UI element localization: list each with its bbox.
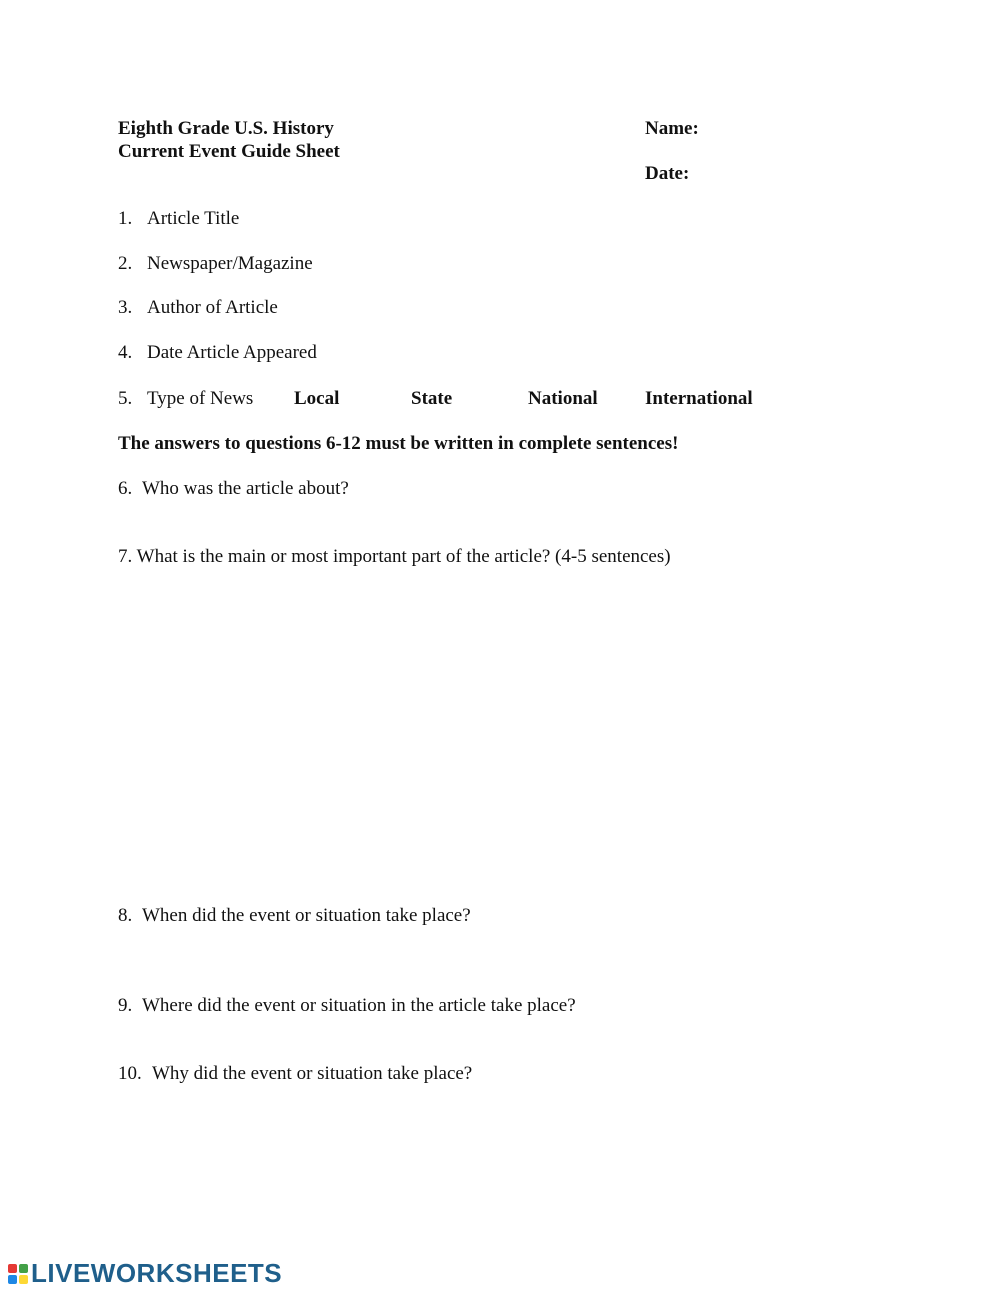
q2-label: Newspaper/Magazine (147, 253, 313, 274)
option-state[interactable]: State (411, 388, 453, 409)
q8-label: When did the event or situation take place? (142, 905, 471, 926)
logo-square-yellow (19, 1275, 28, 1284)
q2-number: 2. (118, 253, 133, 274)
liveworksheets-logo-icon (8, 1264, 28, 1284)
q3-label: Author of Article (147, 297, 278, 318)
instruction-text: The answers to questions 6-12 must be written in complete sentences! (118, 433, 679, 454)
q5-label: Type of News (147, 388, 254, 409)
q6-label: Who was the article about? (142, 478, 349, 499)
q4-number: 4. (118, 342, 133, 363)
option-local[interactable]: Local (294, 388, 340, 409)
q7-label: 7. What is the main or most important part of the article? (4-5 sentences) (118, 546, 671, 567)
q9-label: Where did the event or situation in the article take place? (142, 995, 576, 1016)
option-national[interactable]: National (528, 388, 598, 409)
logo-square-blue (8, 1275, 17, 1284)
q10-number: 10. (118, 1063, 142, 1084)
q10-label: Why did the event or situation take place? (152, 1063, 473, 1084)
q6-number: 6. (118, 478, 133, 499)
q4-label: Date Article Appeared (147, 342, 317, 363)
q8-number: 8. (118, 905, 133, 926)
logo-square-green (19, 1264, 28, 1273)
option-international[interactable]: International (645, 388, 753, 409)
q5-number: 5. (118, 388, 133, 409)
course-title: Eighth Grade U.S. History (118, 118, 334, 139)
date-label: Date: (645, 163, 690, 184)
liveworksheets-logo (8, 1258, 282, 1289)
logo-square-red (8, 1264, 17, 1273)
q3-number: 3. (118, 297, 133, 318)
q1-number: 1. (118, 208, 133, 229)
sheet-title: Current Event Guide Sheet (118, 141, 340, 162)
q1-label: Article Title (147, 208, 240, 229)
name-label: Name: (645, 118, 699, 139)
logo-text: LIVEWORKSHEETS (31, 1258, 283, 1288)
q9-number: 9. (118, 995, 133, 1016)
